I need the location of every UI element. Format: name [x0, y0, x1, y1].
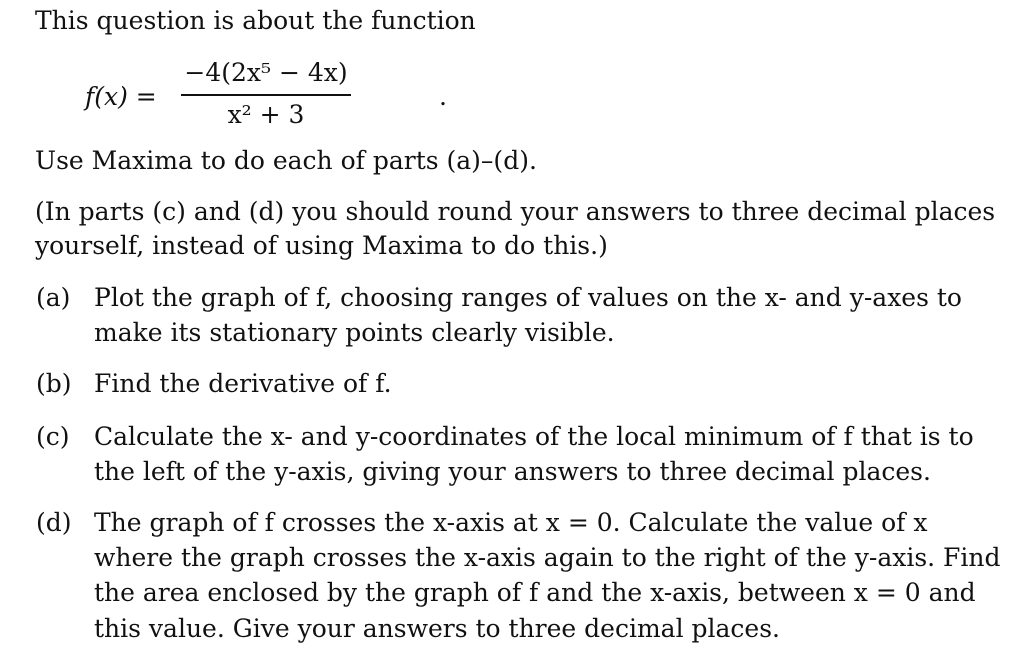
- formula-denominator: x² + 3: [227, 100, 305, 129]
- part-d-line-4: this value. Give your answers to three decimal places.: [94, 614, 780, 643]
- part-c-line-1: Calculate the x- and y-coordinates of the local minimum of f that is to: [94, 422, 974, 451]
- part-a-label: (a): [36, 283, 71, 312]
- formula-end: .: [439, 82, 447, 111]
- use-maxima-text: Use Maxima to do each of parts (a)–(d).: [35, 146, 537, 175]
- formula-numerator: −4(2x⁵ − 4x): [184, 58, 348, 87]
- note-line-1: (In parts (c) and (d) you should round your answers to three decimal places: [35, 197, 996, 226]
- part-c-line-2: the left of the y-axis, giving your answers to three decimal places.: [94, 457, 931, 486]
- note-line-2: yourself, instead of using Maxima to do this.): [35, 231, 608, 260]
- fraction-bar: [181, 94, 351, 96]
- intro-text: This question is about the function: [35, 6, 476, 35]
- part-a-line-2: make its stationary points clearly visible.: [94, 318, 615, 347]
- part-b-line-1: Find the derivative of f.: [94, 369, 392, 398]
- formula-fraction: [181, 58, 447, 130]
- part-d-line-2: where the graph crosses the x-axis again to the right of the y-axis. Find: [94, 543, 1001, 572]
- part-d-line-1: The graph of f crosses the x-axis at x = 0. Calculate the value of x: [94, 508, 928, 537]
- part-d-line-3: the area enclosed by the graph of f and the x-axis, between x = 0 and: [94, 578, 976, 607]
- part-a-line-1: Plot the graph of f, choosing ranges of values on the x- and y-axes to: [94, 283, 962, 312]
- part-c-label: (c): [36, 422, 70, 451]
- function-formula: [85, 58, 447, 130]
- part-b-label: (b): [36, 369, 72, 398]
- formula-lhs: f(x) =: [85, 82, 157, 111]
- part-d-label: (d): [36, 508, 72, 537]
